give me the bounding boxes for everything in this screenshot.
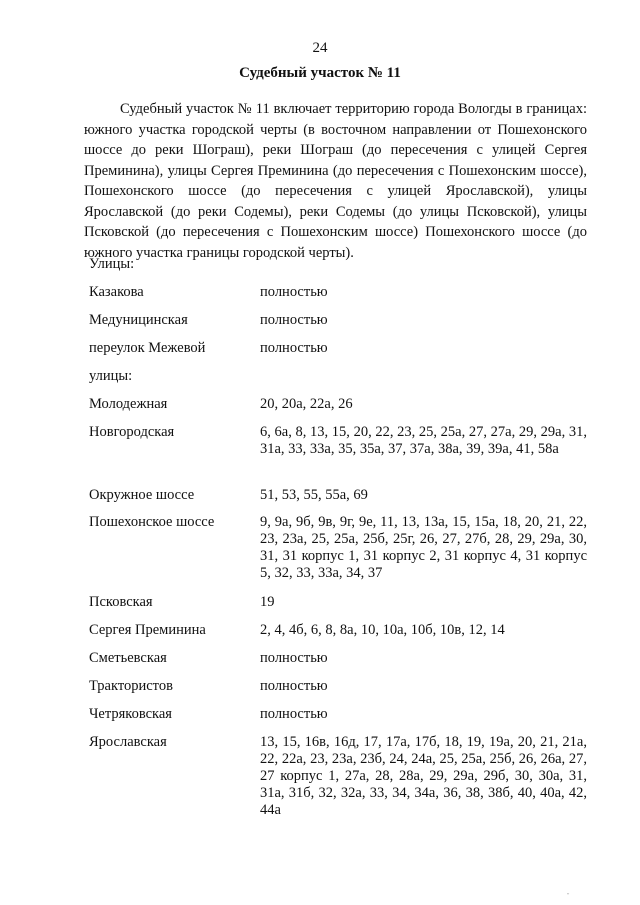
house-numbers: полностью [260, 284, 328, 300]
house-numbers: 6, 6а, 8, 13, 15, 20, 22, 23, 25, 25а, 27, 27а, 29, 29а, 31, 31а, 33, 33а, 35, 35а, 37, 37а, 38а, 39, 39а, 41, 58а [260, 424, 587, 457]
house-numbers: 9, 9а, 9б, 9в, 9г, 9е, 11, 13, 13а, 15, 15а, 18, 20, 21, 22, 23, 23а, 25, 25а, 25б, 25г, 26, 27, 27б, 28, 29, 29а, 30, 31, 31 корпус 1, 31 корпус 2, 31 корпус 4, 31 корпус 5, 32, 33, 33а, 34, 37 [260, 514, 587, 581]
house-numbers: полностью [260, 706, 328, 722]
street-name: Пошехонское шоссе [89, 514, 215, 530]
house-numbers: полностью [260, 650, 328, 666]
street-name: Четряковская [89, 706, 172, 722]
house-numbers: 51, 53, 55, 55а, 69 [260, 487, 368, 503]
house-numbers: полностью [260, 340, 328, 356]
page-title: Судебный участок № 11 [239, 65, 401, 81]
intro-paragraph: Судебный участок № 11 включает территорию города Вологды в границах: южного участка городской черты (в восточном направлении от Пошехонского шоссе до реки Шограш), реки Шограш (до пересечения с улицей Сергея Преминина), улицы Сергея Преминина (до пересечения с Пошехонским шоссе), Пошехонского шоссе (до пересечения с улицей Ярославской), улицы Ярославской (до реки Содемы), реки Содемы (до улицы Псковской), улицы Псковской (до пересечения с Пошехонским шоссе) Пошехонского шоссе (до южного участка границы городской черты). [84, 101, 587, 261]
street-name: Сергея Преминина [89, 622, 206, 638]
street-name: Казакова [89, 284, 144, 300]
house-numbers: полностью [260, 312, 328, 328]
street-name: Ярославская [89, 734, 167, 750]
street-name: Сметьевская [89, 650, 167, 666]
house-numbers: 13, 15, 16в, 16д, 17, 17а, 17б, 18, 19, 19а, 20, 21, 21а, 22, 22а, 23, 23а, 23б, 24, 24а, 25, 25а, 25б, 26, 26а, 27, 27 корпус 1, 27а, 28, 28а, 29, 29а, 29б, 30, 30а, 31, 31а, 31б, 32, 32а, 33, 34, 34а, 36, 38, 38б, 40, 40а, 42, 44а [260, 734, 587, 818]
street-name: Окружное шоссе [89, 487, 195, 503]
section-label-streets: улицы: [89, 368, 133, 384]
section-label-streets: Улицы: [89, 256, 135, 272]
street-name: Трактористов [89, 678, 173, 694]
page-number: 24 [312, 40, 328, 56]
street-name: Медуницинская [89, 312, 188, 328]
street-name: Молодежная [89, 396, 168, 412]
house-numbers: 2, 4, 4б, 6, 8, 8а, 10, 10а, 10б, 10в, 12, 14 [260, 622, 505, 638]
house-numbers: 19 [260, 594, 275, 610]
street-name: переулок Межевой [89, 340, 206, 356]
street-name: Новгородская [89, 424, 175, 440]
house-numbers: 20, 20а, 22а, 26 [260, 396, 353, 412]
footer-mark: " [567, 893, 570, 899]
street-name: Псковская [89, 594, 153, 610]
house-numbers: полностью [260, 678, 328, 694]
